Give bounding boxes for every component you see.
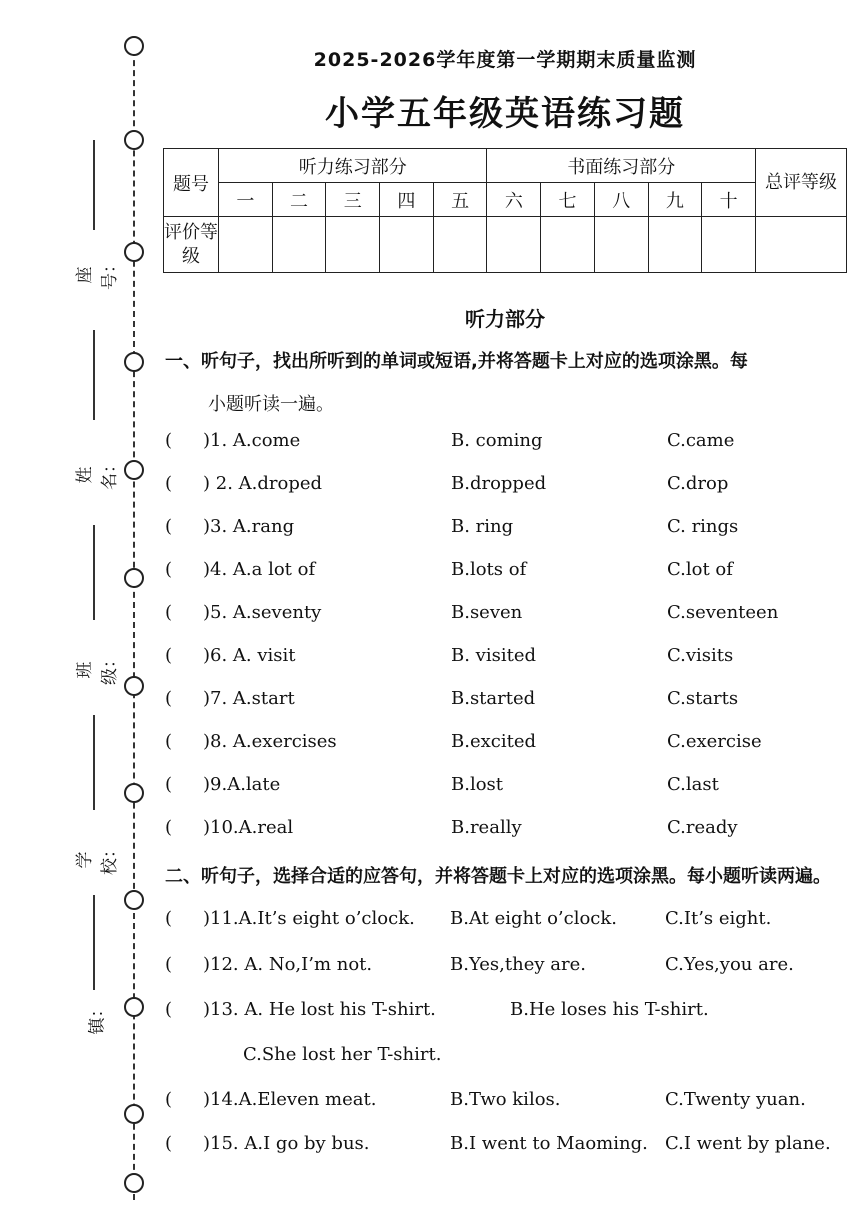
- writing-header: 书面练习部分: [487, 149, 756, 183]
- binding-circle-icon: [124, 1173, 144, 1193]
- question-row: [165, 430, 855, 460]
- question-row: [165, 645, 855, 675]
- option-c: C.last: [667, 774, 719, 795]
- option-a: )10.A.real: [203, 817, 294, 838]
- number-cell: 三: [326, 183, 380, 217]
- option-b: B.dropped: [451, 473, 547, 494]
- option-b: B.excited: [451, 731, 536, 752]
- question-row: [165, 516, 855, 546]
- answer-bracket[interactable]: (: [165, 1089, 173, 1110]
- option-a: )12. A. No,I’m not.: [203, 954, 373, 975]
- class-label: 班 级：: [75, 651, 120, 685]
- question-row: [165, 473, 855, 503]
- answer-bracket[interactable]: (: [165, 954, 173, 975]
- option-c: C.It’s eight.: [665, 908, 772, 929]
- seat-number-field[interactable]: [70, 140, 120, 290]
- school-label: 学校：: [75, 841, 120, 875]
- write-line: [93, 525, 95, 620]
- option-c: C.lot of: [667, 559, 733, 580]
- grade-input-cell[interactable]: [702, 217, 756, 273]
- number-cell: 十: [702, 183, 756, 217]
- option-b: B.At eight o’clock.: [450, 908, 618, 929]
- binding-line: [120, 30, 150, 1210]
- option-a: )14.A.Eleven meat.: [203, 1089, 377, 1110]
- answer-bracket[interactable]: (: [165, 645, 173, 666]
- option-c: C.exercise: [667, 731, 762, 752]
- listening-header: 听力练习部分: [219, 149, 487, 183]
- option-a: )4. A.a lot of: [203, 559, 316, 580]
- option-c: C.ready: [667, 817, 738, 838]
- exam-term: 2025-2026学年度第一学期期末质量监测: [313, 49, 697, 71]
- answer-bracket[interactable]: (: [165, 688, 173, 709]
- option-a: )15. A.I go by bus.: [203, 1133, 370, 1154]
- name-label: 姓名：: [75, 456, 120, 490]
- binding-circle-icon: [124, 352, 144, 372]
- question-row: [165, 908, 855, 938]
- option-b: B. visited: [451, 645, 536, 666]
- option-a: )7. A.start: [203, 688, 295, 709]
- write-line: [93, 715, 95, 810]
- option-b: B.lost: [451, 774, 504, 795]
- binding-circle-icon: [124, 130, 144, 150]
- grade-input-cell[interactable]: [594, 217, 648, 273]
- answer-bracket[interactable]: (: [165, 817, 173, 838]
- number-cell: 八: [594, 183, 648, 217]
- option-b: B.I went to Maoming.: [450, 1133, 648, 1154]
- name-field[interactable]: [70, 330, 120, 490]
- exam-title: 小学五年级英语练习题: [325, 94, 685, 134]
- option-b: B.lots of: [451, 559, 527, 580]
- answer-bracket[interactable]: (: [165, 1133, 173, 1154]
- score-table: [163, 148, 847, 273]
- grade-input-cell[interactable]: [272, 217, 326, 273]
- question-row: [165, 1133, 855, 1163]
- option-b: B. coming: [451, 430, 543, 451]
- question-row: [165, 954, 855, 984]
- part2-instruction: 二、听句子，选择合适的应答句，并将答题卡上对应的选项涂黑。每小题听读两遍。: [165, 866, 831, 887]
- option-c: C. rings: [667, 516, 739, 537]
- number-cell: 五: [433, 183, 487, 217]
- class-field[interactable]: [70, 525, 120, 685]
- option-a: )11.A.It’s eight o’clock.: [203, 908, 415, 929]
- answer-bracket[interactable]: (: [165, 908, 173, 929]
- question-row: [165, 602, 855, 632]
- number-cell: 七: [541, 183, 595, 217]
- answer-bracket[interactable]: (: [165, 999, 173, 1020]
- option-a: )1. A.come: [203, 430, 301, 451]
- answer-bracket[interactable]: (: [165, 774, 173, 795]
- option-a: )5. A.seventy: [203, 602, 322, 623]
- part1-instruction-cont: 小题听读一遍。: [208, 394, 334, 415]
- town-label: 镇：: [87, 1000, 108, 1035]
- option-a: )6. A. visit: [203, 645, 296, 666]
- option-c: C.Twenty yuan.: [665, 1089, 806, 1110]
- question-row: [165, 1089, 855, 1119]
- binding-circle-icon: [124, 1104, 144, 1124]
- binding-circle-icon: [124, 783, 144, 803]
- option-a: )8. A.exercises: [203, 731, 337, 752]
- answer-bracket[interactable]: (: [165, 430, 173, 451]
- binding-circle-icon: [124, 242, 144, 262]
- option-c: C.visits: [667, 645, 734, 666]
- question-row: [165, 774, 855, 804]
- row-label-cell: 题号: [164, 149, 219, 217]
- binding-circle-icon: [124, 890, 144, 910]
- option-b: B.Yes,they are.: [450, 954, 586, 975]
- dashed-line: [133, 40, 135, 1200]
- question-row: [165, 688, 855, 718]
- school-field[interactable]: [70, 715, 120, 875]
- total-header: 总评等级: [756, 149, 847, 217]
- grade-input-cell[interactable]: [648, 217, 702, 273]
- question-row: [165, 817, 855, 847]
- number-cell: 一: [219, 183, 273, 217]
- binding-circle-icon: [124, 568, 144, 588]
- binding-circle-icon: [124, 997, 144, 1017]
- option-c: C.Yes,you are.: [665, 954, 794, 975]
- answer-bracket[interactable]: (: [165, 559, 173, 580]
- grade-label-cell: 评价等级: [164, 217, 219, 273]
- option-b: B.really: [451, 817, 522, 838]
- part1-instruction: 一、听句子，找出所听到的单词或短语,并将答题卡上对应的选项涂黑。每: [165, 351, 748, 372]
- grade-input-cell[interactable]: [541, 217, 595, 273]
- option-c: C.came: [667, 430, 735, 451]
- binding-circle-icon: [124, 460, 144, 480]
- question-row: [165, 559, 855, 589]
- option-a: )9.A.late: [203, 774, 281, 795]
- binding-circle-icon: [124, 676, 144, 696]
- option-b: B.He loses his T-shirt.: [510, 999, 709, 1020]
- answer-bracket[interactable]: (: [165, 602, 173, 623]
- question-row: [165, 731, 855, 761]
- grade-input-cell[interactable]: [219, 217, 273, 273]
- option-c: C.drop: [667, 473, 729, 494]
- write-line: [93, 895, 95, 990]
- write-line: [93, 330, 95, 420]
- grade-input-cell[interactable]: [433, 217, 487, 273]
- write-line: [93, 140, 95, 230]
- binding-circle-icon: [124, 36, 144, 56]
- town-field[interactable]: [70, 895, 110, 1035]
- option-b: B. ring: [451, 516, 514, 537]
- option-b: B.seven: [451, 602, 523, 623]
- option-b: B.Two kilos.: [450, 1089, 561, 1110]
- number-cell: 九: [648, 183, 702, 217]
- answer-bracket[interactable]: (: [165, 731, 173, 752]
- number-cell: 二: [272, 183, 326, 217]
- option-c: C.seventeen: [667, 602, 779, 623]
- total-grade-cell[interactable]: [756, 217, 847, 273]
- option-a: )13. A. He lost his T-shirt.: [203, 999, 436, 1020]
- seat-number-label: 座号：: [75, 256, 120, 290]
- number-cell: 六: [487, 183, 541, 217]
- question-row: [165, 999, 855, 1065]
- grade-input-cell[interactable]: [380, 217, 434, 273]
- answer-bracket[interactable]: (: [165, 516, 173, 537]
- listening-section-title: 听力部分: [465, 307, 545, 331]
- answer-bracket[interactable]: (: [165, 473, 173, 494]
- option-c: C.I went by plane.: [665, 1133, 831, 1154]
- option-a: )3. A.rang: [203, 516, 295, 537]
- grade-input-cell[interactable]: [326, 217, 380, 273]
- grade-input-cell[interactable]: [487, 217, 541, 273]
- number-cell: 四: [380, 183, 434, 217]
- option-b: B.started: [451, 688, 536, 709]
- option-c: C.starts: [667, 688, 739, 709]
- option-a: ) 2. A.droped: [203, 473, 323, 494]
- option-c: C.She lost her T-shirt.: [243, 1044, 442, 1065]
